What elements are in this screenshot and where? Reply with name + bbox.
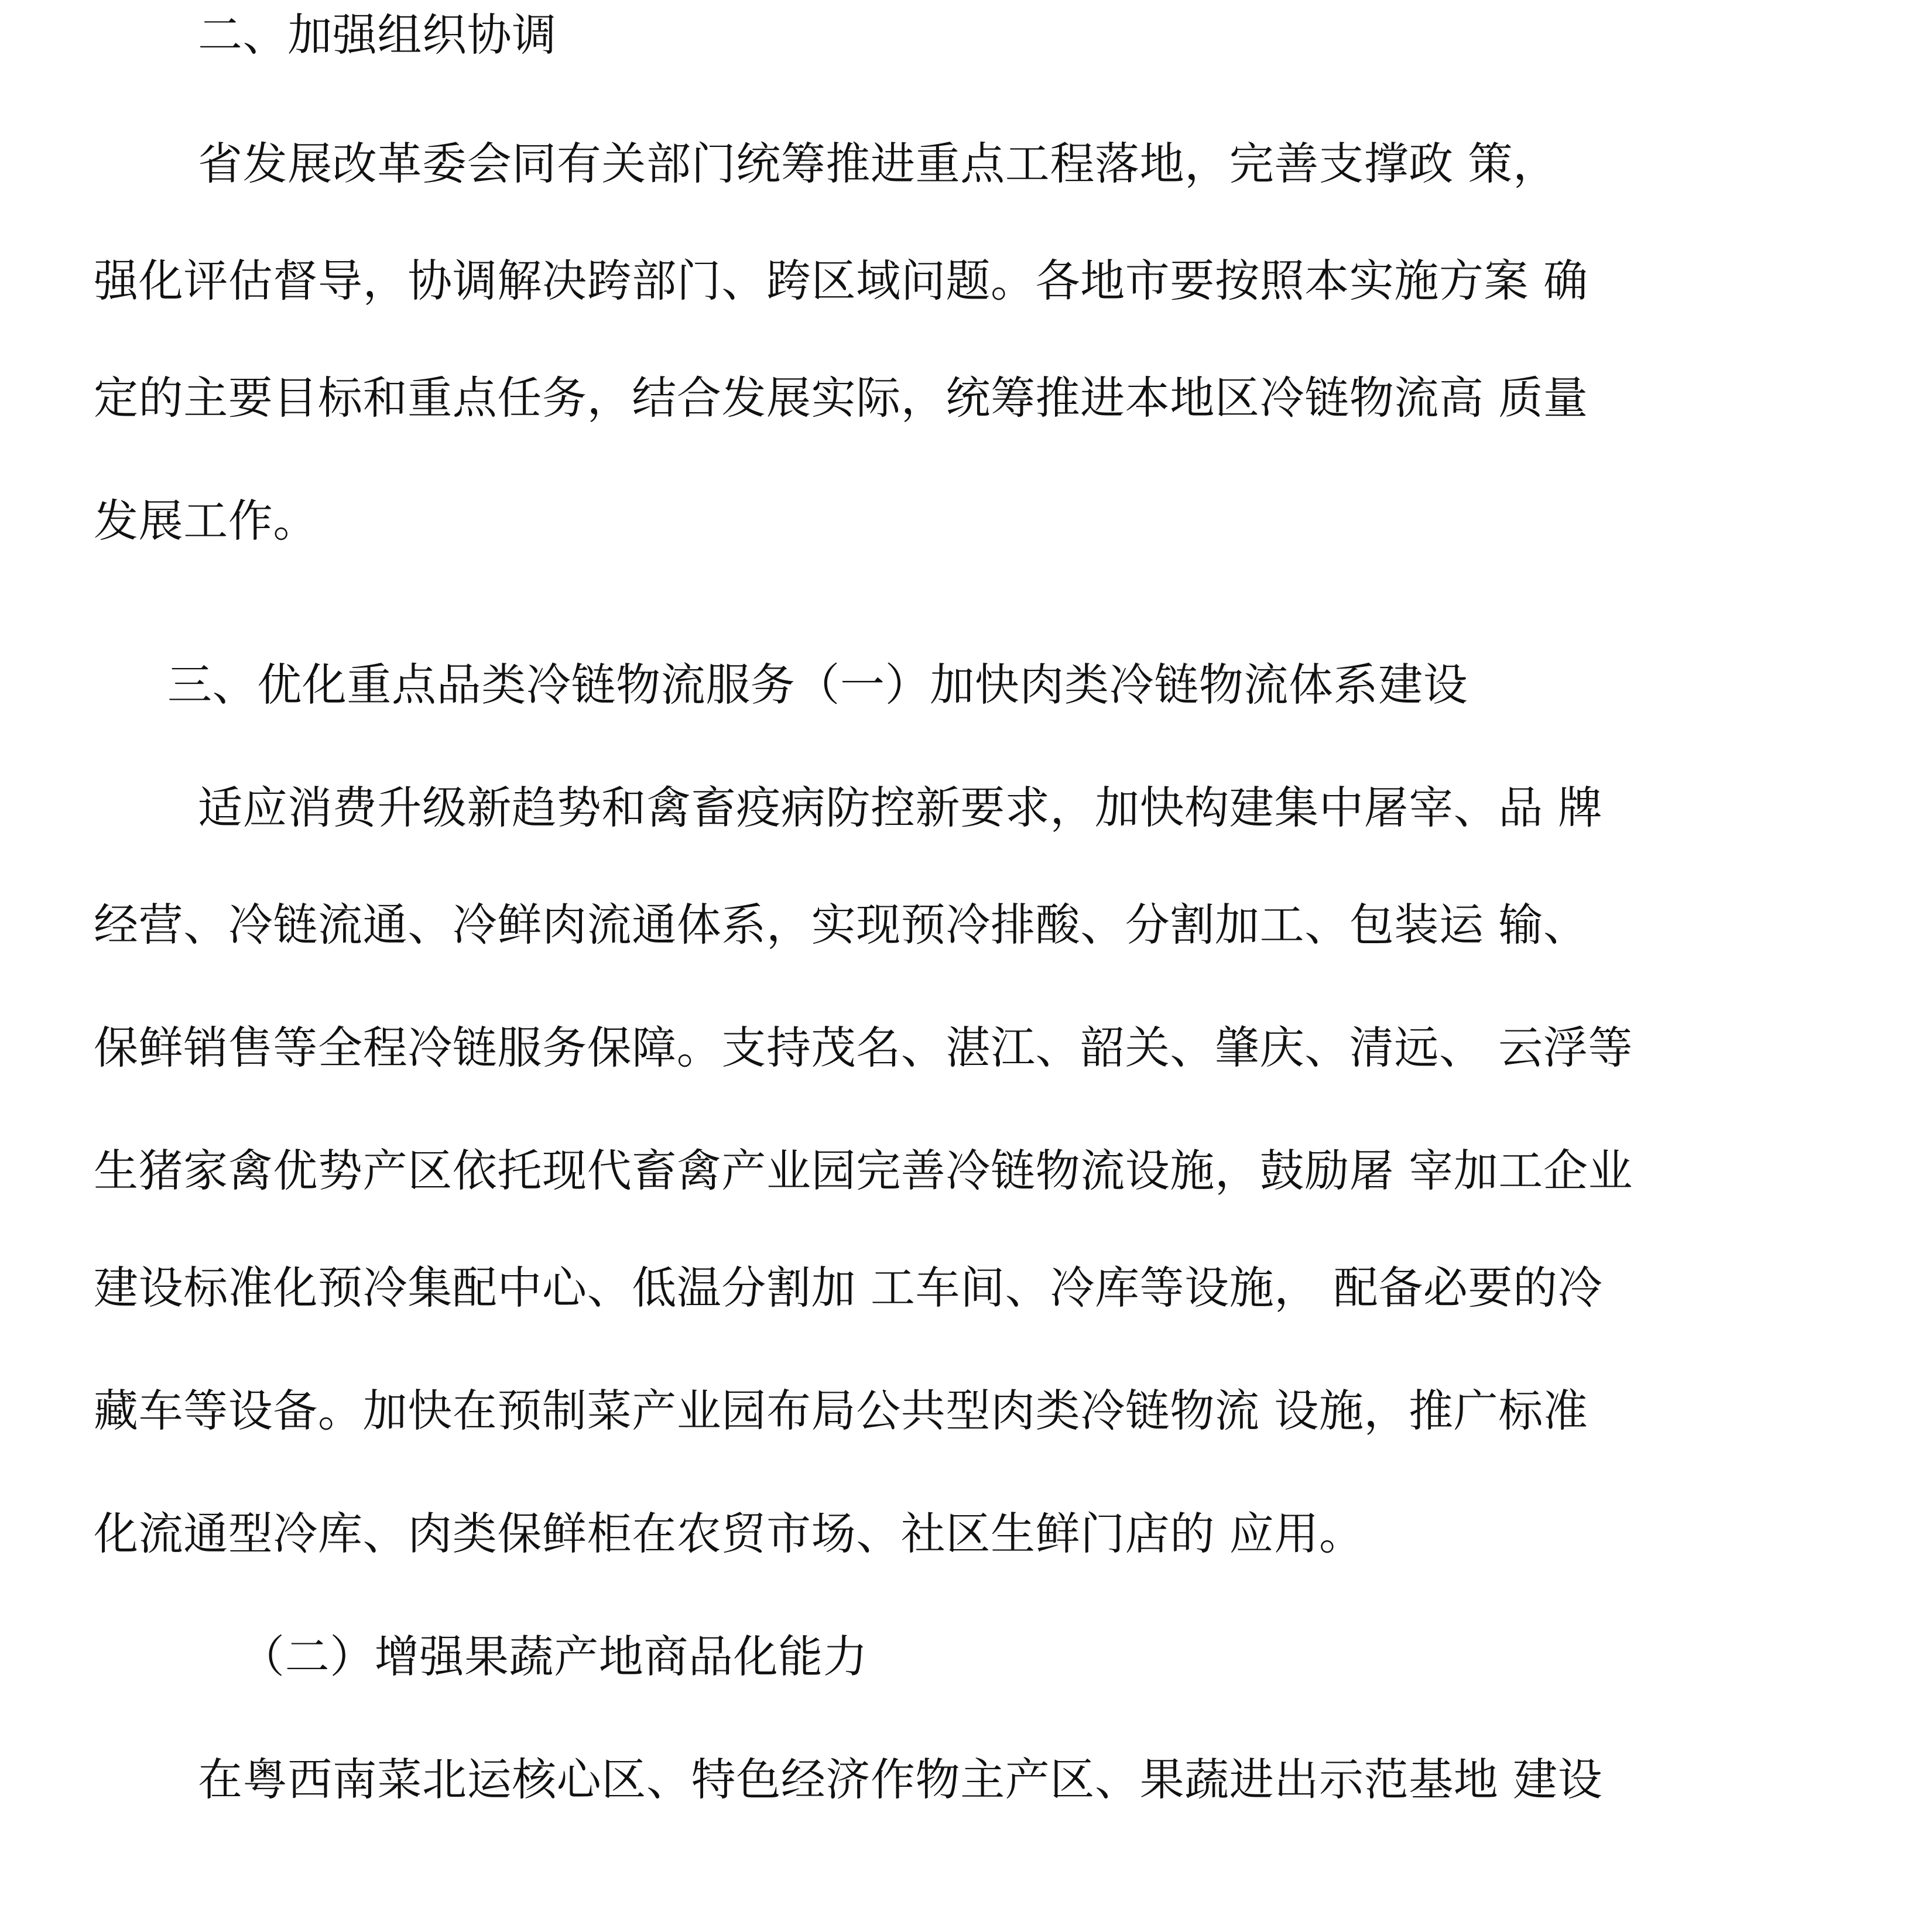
paragraph-2-line-6: 藏车等设备。加快在预制菜产业园布局公共型肉类冷链物流 设施，推广标准 — [94, 1385, 1588, 1437]
section-heading-2: 二、加强组织协调 — [198, 9, 557, 61]
paragraph-1-line-3: 定的主要目标和重点任务，结合发展实际，统筹推进本地区冷链物流高 质量 — [94, 372, 1588, 424]
paragraph-1-line-4: 发展工作。 — [94, 495, 318, 547]
paragraph-2-line-2: 经营、冷链流通、冷鲜肉流通体系，实现预冷排酸、分割加工、包装运 输、 — [94, 899, 1588, 951]
paragraph-2-line-3: 保鲜销售等全程冷链服务保障。支持茂名、湛江、韶关、肇庆、清远、 云浮等 — [94, 1022, 1633, 1074]
paragraph-2-line-4: 生猪家禽优势产区依托现代畜禽产业园完善冷链物流设施，鼓励屠 宰加工企业 — [94, 1145, 1633, 1197]
subsection-heading-2: （二）增强果蔬产地商品化能力 — [240, 1630, 868, 1683]
paragraph-3-line-1: 在粤西南菜北运核心区、特色经济作物主产区、果蔬进出示范基地 建设 — [198, 1753, 1603, 1806]
paragraph-2-line-7: 化流通型冷库、肉类保鲜柜在农贸市场、社区生鲜门店的 应用。 — [94, 1508, 1364, 1560]
paragraph-1-line-1: 省发展改革委会同有关部门统筹推进重点工程落地，完善支撑政 策， — [198, 138, 1558, 190]
paragraph-2-line-1: 适应消费升级新趋势和禽畜疫病防控新要求，加快构建集中屠宰、品 牌 — [198, 782, 1603, 834]
paragraph-1-line-2: 强化评估督导，协调解决跨部门、跨区域问题。各地市要按照本实施方案 确 — [94, 255, 1588, 307]
paragraph-2-line-5: 建设标准化预冷集配中心、低温分割加 工车间、冷库等设施， 配备必要的冷 — [94, 1262, 1603, 1314]
section-heading-3: 三、优化重点品类冷链物流服务（一）加快肉类冷链物流体系建设 — [167, 659, 1468, 711]
